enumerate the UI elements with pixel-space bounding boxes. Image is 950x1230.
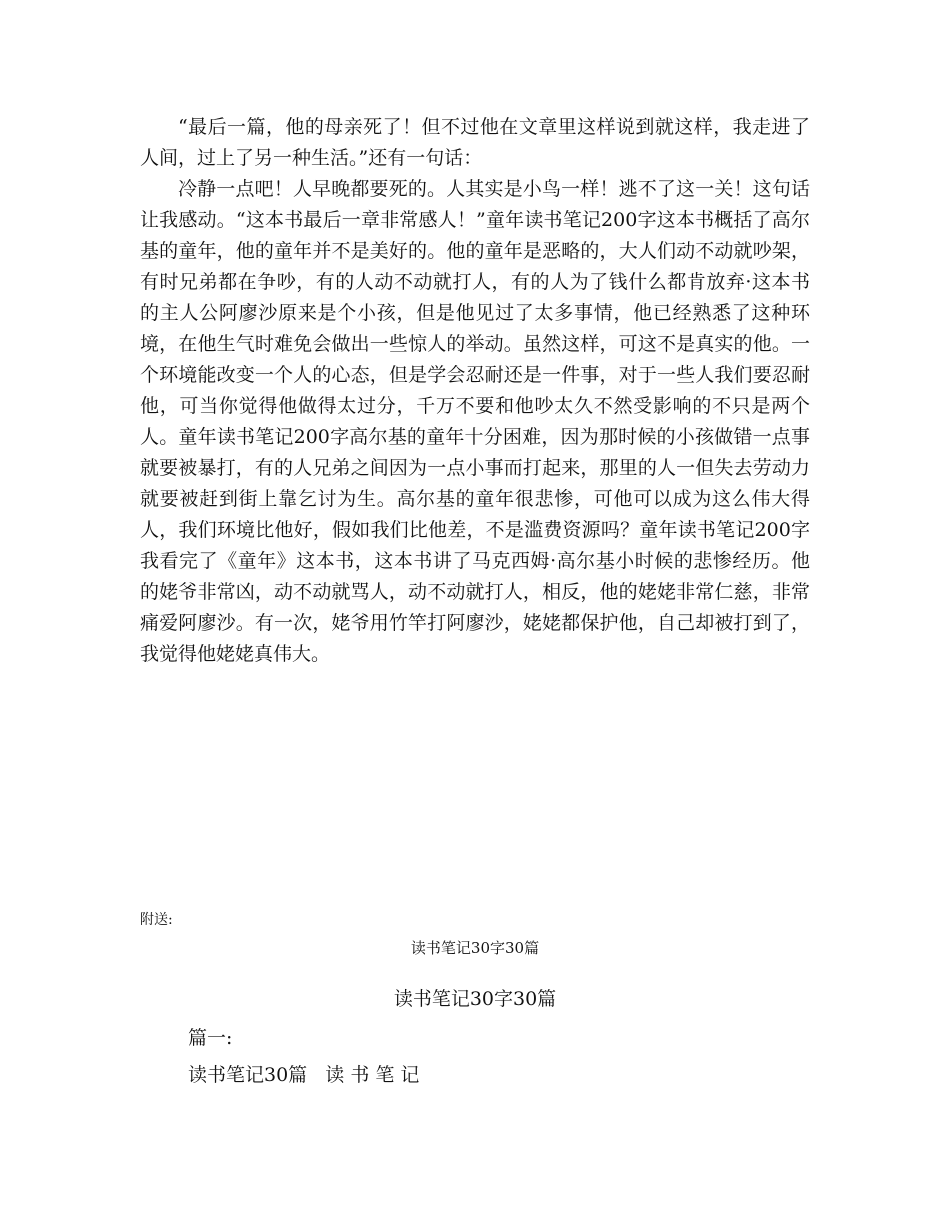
- small-title: 读书笔记30字30篇: [410, 939, 540, 957]
- body-text: [140, 112, 810, 670]
- main-title: 读书笔记30字30篇: [393, 988, 557, 1010]
- appendix-label: 附送:: [140, 912, 173, 928]
- section-line: 读书笔记30篇 读 书 笔 记: [188, 1064, 420, 1086]
- paragraph-1: “最后一篇，他的母亲死了！但不过他在文章里这样说到就这样，我走进了人间，过上了另一种生活。”还有一句话：: [140, 116, 810, 169]
- paragraph-2: 冷静一点吧！人早晚都要死的。人其实是小鸟一样！逃不了这一关！这句话让我感动。“这本书最后一章非常感人！”童年读书笔记200字这本书概括了高尔基的童年，他的童年并不是美好的。他的童年是恶略的，大人们动不动就吵架，有时兄弟都在争吵，有的人动不动就打人，有的人为了钱什么都肯放弃·这本书的主人公阿廖沙原来是个小孩，但是他见过了太多事情，他已经熟悉了这种环境，在他生气时难免会做出一些惊人的举动。虽然这样，可这不是真实的他。一个环境能改变一个人的心态，但是学会忍耐还是一件事，对于一些人我们要忍耐他，可当你觉得他做得太过分，千万不要和他吵太久不然受影响的不只是两个人。童年读书笔记200字高尔基的童年十分困难，因为那时候的小孩做错一点事就要被暴打，有的人兄弟之间因为一点小事而打起来，那里的人一但失去劳动力就要被赶到街上靠乞讨为生。高尔基的童年很悲惨，可他可以成为这么伟大得人，我们环境比他好，假如我们比他差，不是滥费资源吗？童年读书笔记200字我看完了《童年》这本书，这本书讲了马克西姆·高尔基小时候的悲惨经历。他的姥爷非常凶，动不动就骂人，动不动就打人，相反，他的姥姥非常仁慈，非常痛爱阿廖沙。有一次，姥爷用竹竿打阿廖沙，姥姥都保护他，自己却被打到了，我觉得他姥姥真伟大。: [140, 178, 810, 665]
- section-label: 篇一:: [188, 1027, 233, 1049]
